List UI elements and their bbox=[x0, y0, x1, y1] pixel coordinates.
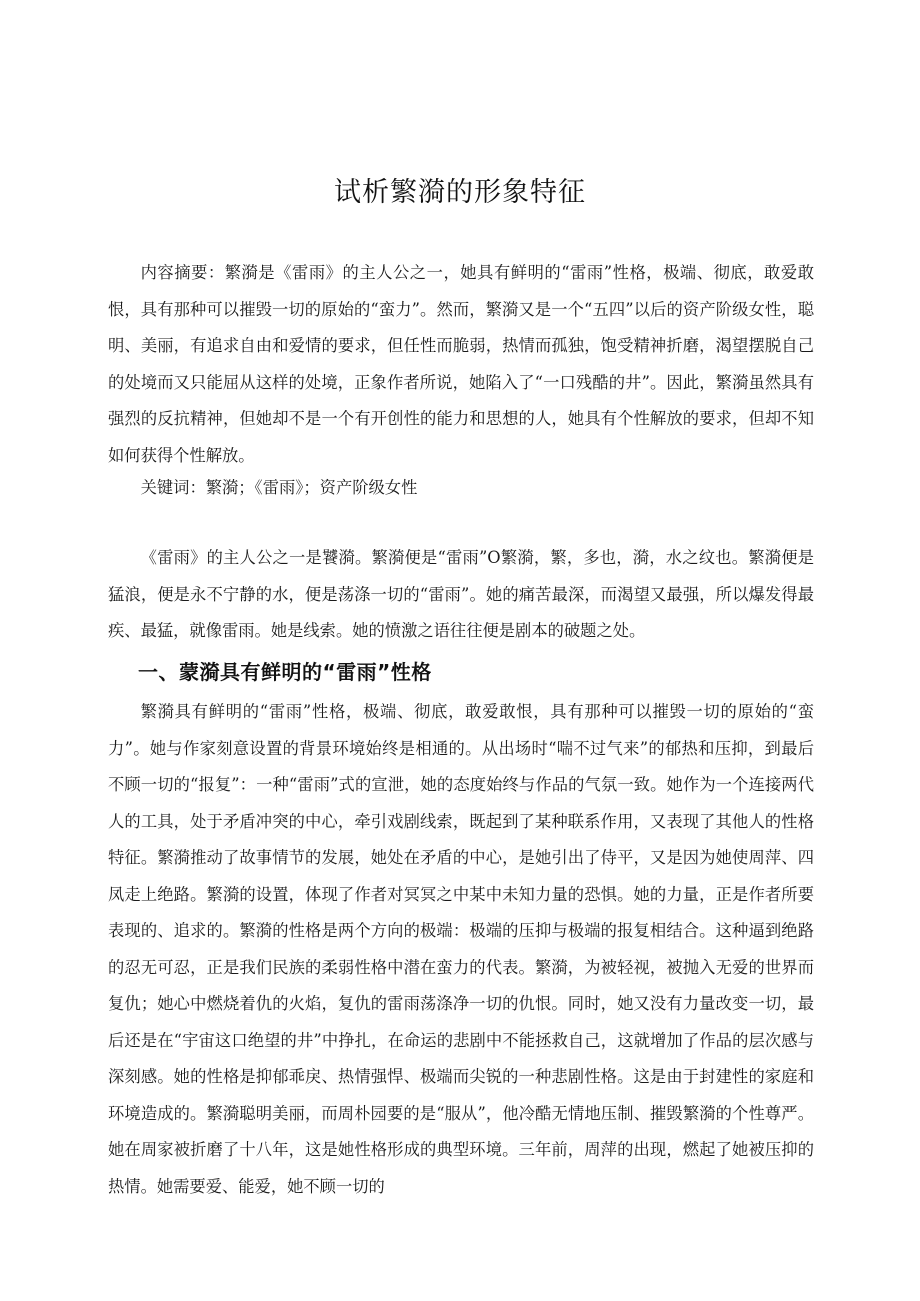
abstract-paragraph: 内容摘要：繁漪是《雷雨》的主人公之一，她具有鲜明的“雷雨”性格，极端、彻底，敢爱敢恨，具有那种可以摧毁一切的原始的“蛮力”。然而，繁漪又是一个“五四”以后的资产阶级女性，聪明、美丽，有追求自由和爱情的要求，但任性而脆弱，热情而孤独，饱受精神折磨，渴望摆脱自己的处境而又只能屈从这样的处境，正象作者所说，她陷入了“一口残酷的井”。因此，繁漪虽然具有强烈的反抗精神，但她却不是一个有开创性的能力和思想的人，她具有个性解放的要求，但却不知如何获得个性解放。 bbox=[108, 263, 814, 465]
section-heading: 一、蒙漪具有鲜明的“雷雨”性格 bbox=[138, 660, 432, 684]
document-title: 试析繁漪的形象特征 bbox=[334, 177, 586, 208]
keywords-line: 关键词：繁漪；《雷雨》；资产阶级女性 bbox=[140, 478, 418, 497]
section-body-paragraph: 繁漪具有鲜明的“雷雨”性格，极端、彻底，敢爱敢恨，具有那种可以摧毁一切的原始的“蛮力”。她与作家刻意设置的背景环境始终是相通的。从出场时“喘不过气来”的郁热和压抑，到最后不顾一切的“报复”：一种“雷雨”式的宣泄，她的态度始终与作品的气氛一致。她作为一个连接两代人的工具，处于矛盾冲突的中心，牵引戏剧线索，既起到了某种联系作用，又表现了其他人的性格特征。繁漪推动了故事情节的发展，她处在矛盾的中心，是她引出了侍平，又是因为她使周萍、四凤走上绝路。繁漪的设置，体现了作者对冥冥之中某中未知力量的恐惧。她的力量，正是作者所要表现的、追求的。繁漪的性格是两个方向的极端：极端的压抑与极端的报复相结合。这种逼到绝路的忍无可忍，正是我们民族的柔弱性格中潜在蛮力的代表。繁漪，为被轻视，被抛入无爱的世界而复仇；她心中燃烧着仇的火焰，复仇的雷雨荡涤净一切的仇恨。同时，她又没有力量改变一切，最后还是在“宇宙这口绝望的井”中挣扎，在命运的悲剧中不能拯救自己，这就增加了作品的层次感与深刻感。她的性格是抑郁乖戾、热情强悍、极端而尖锐的一种悲剧性格。这是由于封建性的家庭和环境造成的。繁漪聪明美丽，而周朴园要的是“服从”，他冷酷无情地压制、摧毁繁漪的个性尊严。她在周家被折磨了十八年，这是她性格形成的典型环境。三年前，周萍的出现，燃起了她被压抑的热情。她需要爱、能爱，她不顾一切的 bbox=[108, 702, 814, 1196]
intro-paragraph: 《雷雨》的主人公之一是饕漪。繁漪便是“雷雨”O繁漪，繁，多也，漪，水之纹也。繁漪便是猛浪，便是永不宁静的水，便是荡涤一切的“雷雨”。她的痛苦最深，而渴望又最强，所以爆发得最疾、最猛，就像雷雨。她是线索。她的愤激之语往往便是剧本的破题之处。 bbox=[108, 548, 814, 640]
